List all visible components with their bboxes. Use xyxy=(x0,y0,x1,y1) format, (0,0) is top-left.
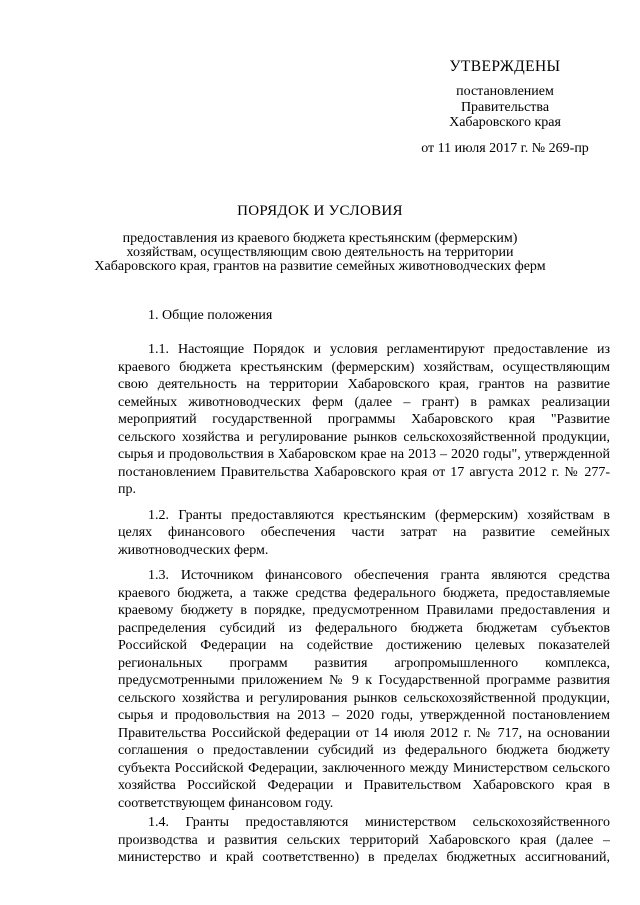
document-body xyxy=(118,341,610,874)
subtitle-line: хозяйствам, осуществляющим свою деятельность на территории xyxy=(126,245,514,260)
paragraph: 1.1. Настоящие Порядок и условия регламентируют предоставление из краевого бюджета крестьянским (фермерским) хозяйствам, осуществляющим свою деятельность на территории Хабаровского края, грантов на развитие семейных животноводческих ферм (далее – грант) в рамках реализации мероприятий государственной программы Хабаровского края "Развитие сельского хозяйства и регулирование рынков сельскохозяйственной продукции, сырья и продовольствия в Хабаровском крае на 2013 – 2020 годы", утвержденной постановлением Правительства Хабаровского края от 17 августа 2012 г. № 277-пр. xyxy=(118,342,610,497)
approval-date: от 11 июля 2017 г. № 269-пр xyxy=(421,140,589,156)
approval-title: УТВЕРЖДЕНЫ xyxy=(449,58,561,75)
subtitle-line: Хабаровского края, грантов на развитие семейных животноводческих ферм xyxy=(94,259,546,274)
section-heading: 1. Общие положения xyxy=(148,308,273,323)
subtitle-line: предоставления из краевого бюджета крестьянским (фермерским) xyxy=(122,231,518,246)
approval-line: Правительства xyxy=(460,99,550,115)
document-subtitle xyxy=(0,232,640,274)
approval-block xyxy=(400,58,610,156)
document-title: ПОРЯДОК И УСЛОВИЯ xyxy=(237,203,403,219)
approval-line: постановлением xyxy=(456,84,554,99)
paragraph: 1.2. Гранты предоставляются крестьянским (фермерским) хозяйствам в целях финансового обеспечения части затрат на развитие семейных животноводческих ферм. xyxy=(118,507,610,558)
approval-line: Хабаровского края xyxy=(449,115,561,130)
paragraph: 1.3. Источником финансового обеспечения гранта являются средства краевого бюджета, а также средства федерального бюджета, предоставляемые краевому бюджету в порядке, предусмотренном Правилами предоставления и распределения субсидий из федерального бюджета бюджетам субъектов Российской Федерации на содействие достижению целевых показателей региональных программ развития агропромышленного комплекса, предусмотренными приложением № 9 к Государственной программе развития сельского хозяйства и регулирования рынков сельскохозяйственной продукции, сырья и продовольствия на 2013 – 2020 годы, утвержденной постановлением Правительства Российской федерации от 14 июля 2012 г. № 717, на основании соглашения о предоставлении субсидий из федерального бюджета бюджету субъекта Российской Федерации, заключенного между Министерством сельского хозяйства Российской Федерации и Правительством Хабаровского края в соответствующем финансовом году. xyxy=(118,568,610,811)
paragraph: 1.4. Гранты предоставляются министерством сельскохозяйственного производства и развития сельских территорий Хабаровского края (далее – министерство и край соответственно) в пределах бюджетных ассигнований, xyxy=(118,815,610,865)
